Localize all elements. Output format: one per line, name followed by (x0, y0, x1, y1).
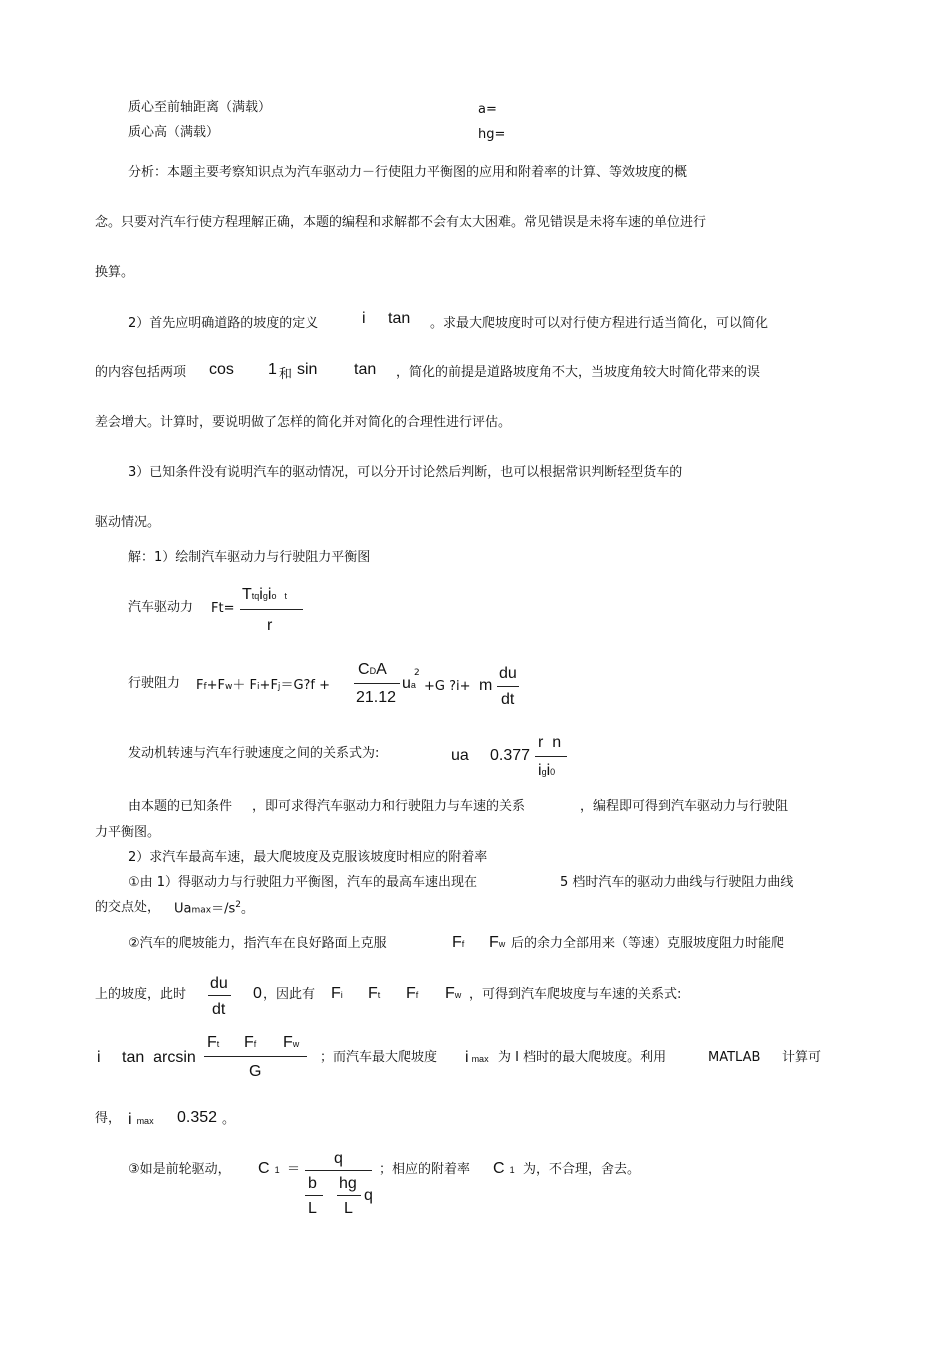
result-imax: imax (128, 1111, 154, 1128)
eq-numerator-ft: Ft (207, 1034, 220, 1051)
c3-b-bar (305, 1195, 323, 1196)
resistance-mass: m (479, 677, 493, 694)
result-text-a: 得， (95, 1111, 122, 1126)
c3-L: L (308, 1200, 317, 1217)
p2-text-and: 和 (279, 367, 293, 382)
resistance-lhs: Ff+Fw＋ Fi+Fj＝G?f + (196, 678, 331, 693)
drive-force-numerator: Ttqigio t (242, 586, 287, 603)
param-value-hg: hg= (478, 127, 506, 142)
p2-text-e: 差会增大。计算时，要说明做了怎样的简化并对简化的合理性进行评估。 (95, 415, 512, 430)
analysis-line-2: 念。只要对汽车行使方程理解正确，本题的编程和求解都不会有太大困难。常见错误是未将车速的单位进行 (95, 215, 707, 230)
c1-max-speed: $Uamax=/s^2$。 (174, 900, 254, 917)
eq-matlab: MATLAB (708, 1050, 761, 1065)
drive-force-denominator: r (267, 617, 273, 634)
c3-hg-bar (337, 1195, 361, 1196)
p2-math-tan2: tan (354, 361, 377, 378)
eq-fraction-bar (204, 1056, 307, 1057)
result-value: 0.352 (177, 1109, 218, 1126)
c2-zero: 0 (253, 985, 262, 1002)
c2-fw: Fw (489, 934, 506, 951)
c2-text-d: ，因此有 (263, 987, 316, 1002)
eq-imax: imax (465, 1049, 489, 1066)
c2-text-c: 上的坡度，此时 (95, 987, 187, 1002)
drive-force-lhs: Ft= (211, 601, 235, 616)
p2-math-tan: tan (388, 310, 411, 327)
result-end: 。 (222, 1112, 236, 1127)
c2-text-b: 后的余力全部用来（等速）克服坡度阻力时能爬 (511, 936, 785, 951)
c3-L2: L (344, 1200, 353, 1217)
p2-text-d: ，简化的前提是道路坡度角不大，当坡度角较大时简化带来的误 (396, 365, 761, 380)
p2-text-a: 2）首先应明确道路的坡度的定义 (128, 316, 319, 331)
p2-math-cos: cos (209, 361, 234, 378)
resistance-label: 行驶阻力 (128, 676, 181, 691)
c3-c1-second: C 1 (493, 1160, 515, 1177)
c2-du: du (210, 975, 228, 992)
resistance-numerator: CDA (358, 661, 387, 678)
resistance-square: 2 (414, 668, 420, 678)
c2-du-bar (208, 995, 231, 996)
param-label-a: 质心至前轴距离（满载） (128, 100, 272, 115)
known-text-a: 由本题的已知条件 (128, 799, 233, 814)
known-text-b: ，即可求得汽车驱动力和行驶阻力与车速的关系 (252, 799, 526, 814)
solution-step1-title: 解：1）绘制汽车驱动力与行驶阻力平衡图 (128, 550, 371, 565)
p2-text-c: 的内容包括两项 (95, 365, 187, 380)
known-text-c: ，编程即可得到汽车驱动力与行驶阻 (580, 799, 789, 814)
eq-denominator: G (249, 1063, 262, 1080)
speed-denominator: igi0 (538, 762, 556, 779)
c2-fw2: Fw (445, 985, 462, 1002)
eq-tan-arcsin: tan arcsin (122, 1049, 196, 1066)
p2-text-b: 。求最大爬坡度时可以对行使方程进行适当简化，可以简化 (430, 316, 769, 331)
c2-text-a: ②汽车的爬坡能力，指汽车在良好路面上克服 (128, 936, 387, 951)
c1-text-b: 5 档时汽车的驱动力曲线与行驶阻力曲线 (560, 875, 794, 890)
c3-c1: C 1 (258, 1160, 280, 1177)
solution-step2-title: 2）求汽车最高车速，最大爬坡度及克服该坡度时相应的附着率 (128, 850, 488, 865)
c3-q2: q (364, 1187, 373, 1204)
resistance-dt: dt (501, 691, 515, 708)
c2-ff2: Ff (406, 985, 419, 1002)
speed-numerator: r n (538, 734, 562, 751)
p2-math-i: i (362, 310, 366, 327)
c1-text-a: ①由 1）得驱动力与行驶阻力平衡图，汽车的最高车速出现在 (128, 875, 478, 890)
p3-line-1: 3）已知条件没有说明汽车的驱动情况，可以分开讨论然后判断，也可以根据常识判断轻型货车的 (128, 465, 683, 480)
c2-text-e: ，可得到汽车爬坡度与车速的关系式: (469, 987, 682, 1002)
resistance-denominator: 21.12 (356, 689, 397, 706)
speed-relation-label: 发动机转速与汽车行驶速度之间的关系式为: (128, 746, 380, 761)
speed-ua: ua (451, 747, 469, 764)
eq-numerator-fw: Fw (283, 1034, 300, 1051)
c2-ff: Ff (452, 934, 465, 951)
resistance-du: du (499, 665, 517, 682)
c3-equals: ＝ (287, 1162, 301, 1177)
param-value-a: a= (478, 102, 497, 117)
c3-fraction-bar (305, 1170, 372, 1171)
c3-hg: hg (339, 1175, 357, 1192)
eq-i: i (97, 1049, 101, 1066)
c3-text-b: ；相应的附着率 (379, 1162, 471, 1177)
p3-line-2: 驱动情况。 (95, 515, 161, 530)
eq-numerator-ff: Ff (244, 1034, 257, 1051)
eq-text-3: 计算可 (782, 1050, 822, 1065)
eq-text-1: ；而汽车最大爬坡度 (320, 1050, 438, 1065)
c3-text-end: 为，不合理，舍去。 (523, 1162, 641, 1177)
analysis-line-3: 换算。 (95, 265, 135, 280)
c1-text-c: 的交点处， (95, 900, 161, 915)
c2-ft: Ft (368, 985, 381, 1002)
drive-force-label: 汽车驱动力 (128, 600, 194, 615)
param-label-hg: 质心高（满载） (128, 125, 220, 140)
speed-fraction-bar (535, 756, 567, 757)
speed-coefficient: 0.377 (490, 747, 531, 764)
c2-dt: dt (212, 1001, 226, 1018)
known-text-d: 力平衡图。 (95, 825, 161, 840)
c3-text-a: ③如是前轮驱动， (128, 1162, 231, 1177)
eq-text-2: 为 I 档时的最大爬坡度。利用 (498, 1050, 667, 1065)
drive-force-fraction-bar (240, 609, 303, 610)
p2-math-sin: sin (297, 361, 318, 378)
resistance-fraction-bar (354, 683, 400, 684)
analysis-line-1: 分析：本题主要考察知识点为汽车驱动力－行使阻力平衡图的应用和附着率的计算、等效坡度的概 (128, 165, 688, 180)
resistance-ua2: ua (402, 675, 416, 692)
resistance-du-bar (497, 686, 519, 687)
c3-numerator-q: q (334, 1150, 343, 1167)
c3-b: b (308, 1175, 317, 1192)
p2-math-one: 1 (268, 361, 277, 378)
resistance-grade-term: +G ?i+ (424, 679, 471, 694)
c2-fi: Fi (331, 985, 343, 1002)
